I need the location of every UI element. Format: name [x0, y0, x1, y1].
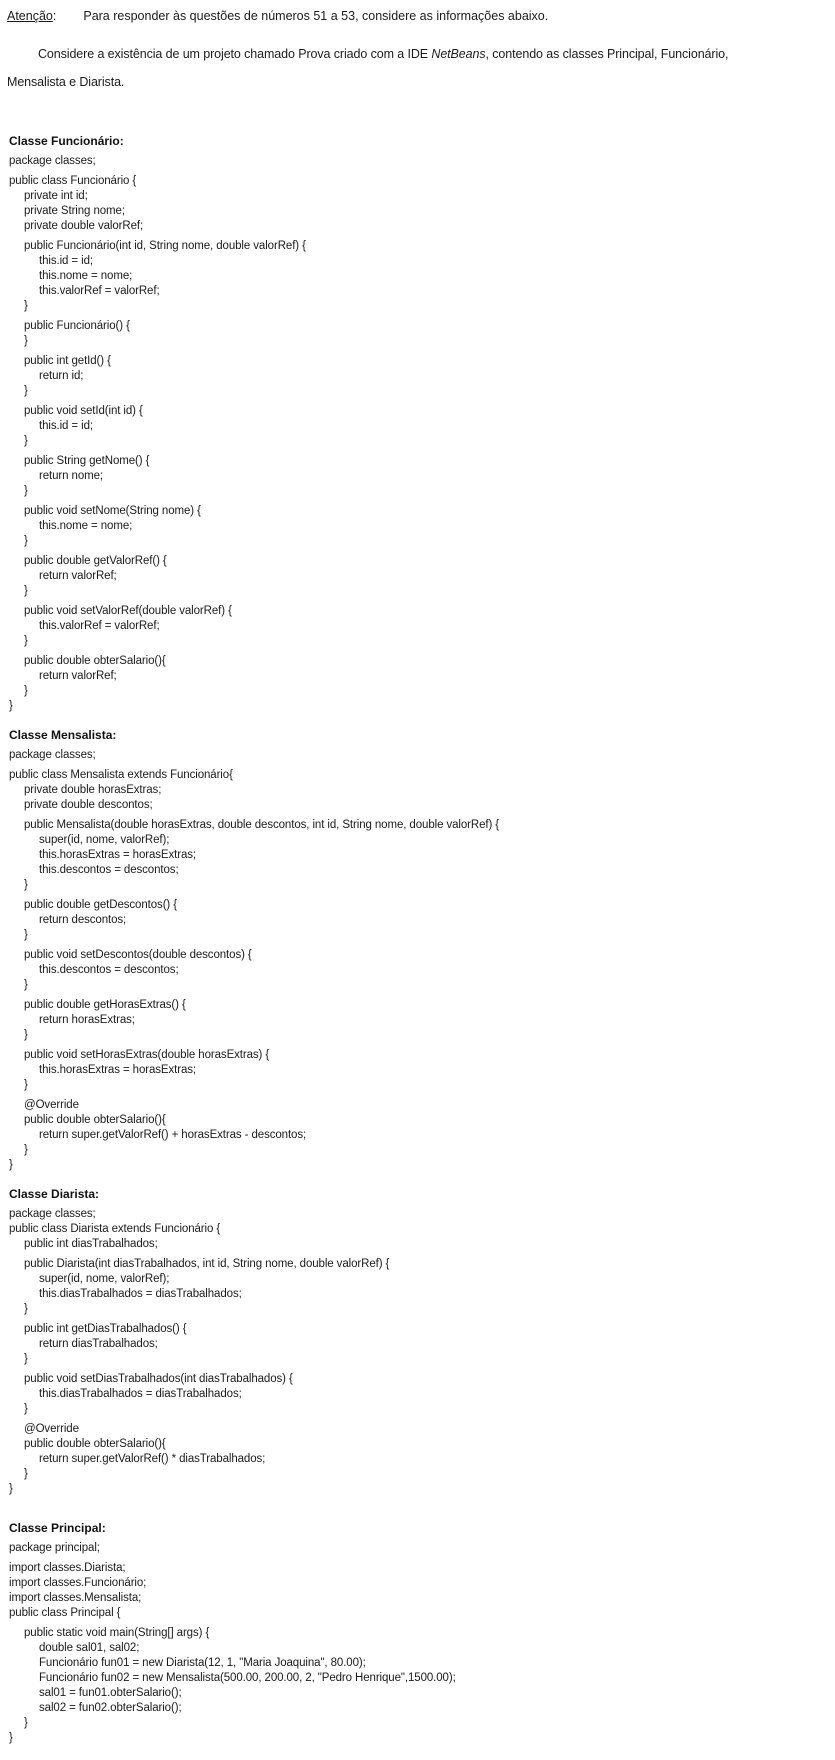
code-line: return super.getValorRef() + horasExtras - descontos; [39, 1129, 307, 1141]
code-line: } [24, 1029, 28, 1041]
code-line: public class Diarista extends Funcionário { [9, 1223, 221, 1235]
code-line: public double obterSalario(){ [24, 1114, 166, 1126]
code-line: public void setDescontos(double descontos) { [24, 949, 252, 961]
code-line: public Funcionário() { [24, 320, 130, 332]
code-line: public void setHorasExtras(double horasExtras) { [24, 1049, 270, 1061]
code-section-funcionario [7, 134, 828, 714]
code-line: return id; [39, 370, 84, 382]
code-line: this.diasTrabalhados = diasTrabalhados; [39, 1288, 242, 1300]
code-line: public int getId() { [24, 355, 111, 367]
code-line: } [24, 1717, 28, 1729]
code-line: super(id, nome, valorRef); [39, 834, 170, 846]
code-section-diarista [7, 1187, 828, 1497]
code-line: Funcionário fun02 = new Mensalista(500.00, 200.00, 2, "Pedro Henrique",1500.00); [39, 1672, 456, 1684]
code-line: } [24, 1353, 28, 1365]
code-line: } [24, 485, 28, 497]
code-line: } [24, 335, 28, 347]
section-heading-diarista: Classe Diarista: [9, 1187, 100, 1201]
code-line: } [24, 1303, 28, 1315]
code-line: public Funcionário(int id, String nome, double valorRef) { [24, 240, 306, 252]
code-line: @Override [24, 1099, 79, 1111]
code-line: public void setId(int id) { [24, 405, 143, 417]
code-section-mensalista [7, 728, 828, 1173]
attention-label: Atenção [7, 9, 53, 23]
code-line: this.valorRef = valorRef; [39, 620, 160, 632]
code-line: this.nome = nome; [39, 270, 133, 282]
intro-text-before-italic: Considere a existência de um projeto chamado Prova criado com a IDE [38, 47, 432, 61]
code-line: } [24, 585, 28, 597]
code-line: return descontos; [39, 914, 127, 926]
attention-colon: : [52, 9, 57, 23]
code-line: } [24, 535, 28, 547]
code-line: this.id = id; [39, 255, 93, 267]
code-line: } [24, 300, 28, 312]
code-line: this.horasExtras = horasExtras; [39, 1064, 197, 1076]
code-line: super(id, nome, valorRef); [39, 1273, 170, 1285]
code-line: public int getDiasTrabalhados() { [24, 1323, 187, 1335]
code-line: this.valorRef = valorRef; [39, 285, 160, 297]
code-line: } [9, 1732, 13, 1744]
code-line: this.nome = nome; [39, 520, 133, 532]
code-line: double sal01, sal02; [39, 1642, 140, 1654]
code-line: import classes.Funcionário; [9, 1577, 147, 1589]
code-line: return diasTrabalhados; [39, 1338, 158, 1350]
code-line: package classes; [9, 1208, 96, 1220]
code-line: public double obterSalario(){ [24, 1438, 166, 1450]
code-line: } [24, 1144, 28, 1156]
code-line: public Diarista(int diasTrabalhados, int id, String nome, double valorRef) { [24, 1258, 390, 1270]
code-line: this.horasExtras = horasExtras; [39, 849, 197, 861]
code-line: public void setValorRef(double valorRef) { [24, 605, 232, 617]
code-line: } [24, 1403, 28, 1415]
code-line: this.diasTrabalhados = diasTrabalhados; [39, 1388, 242, 1400]
attention-line [7, 8, 828, 24]
section-heading-mensalista: Classe Mensalista: [9, 728, 117, 742]
intro-italic-netbeans: NetBeans [431, 47, 486, 61]
code-line: @Override [24, 1423, 79, 1435]
code-line: public void setDiasTrabalhados(int diasTrabalhados) { [24, 1373, 293, 1385]
code-line: import classes.Mensalista; [9, 1592, 142, 1604]
code-line: } [24, 635, 28, 647]
code-line: public class Principal { [9, 1607, 121, 1619]
code-line: } [24, 435, 28, 447]
code-line: } [9, 700, 13, 712]
code-line: public double obterSalario(){ [24, 655, 166, 667]
attention-instruction: Para responder às questões de números 51 a 53, considere as informações abaixo. [83, 9, 549, 23]
code-line: this.id = id; [39, 420, 93, 432]
code-line: return horasExtras; [39, 1014, 135, 1026]
code-line: sal02 = fun02.obterSalario(); [39, 1702, 182, 1714]
code-line: private double valorRef; [24, 220, 144, 232]
code-line: package principal; [9, 1542, 100, 1554]
code-line: return valorRef; [39, 670, 117, 682]
code-line: } [24, 979, 28, 991]
code-line: this.descontos = descontos; [39, 864, 179, 876]
code-line: public class Funcionário { [9, 175, 137, 187]
code-line: public double getHorasExtras() { [24, 999, 186, 1011]
code-line: } [9, 1483, 13, 1495]
code-line: private String nome; [24, 205, 125, 217]
code-line: } [24, 385, 28, 397]
intro-paragraph [7, 40, 828, 96]
code-line: private double horasExtras; [24, 784, 162, 796]
code-line: public double getDescontos() { [24, 899, 177, 911]
code-line: private int id; [24, 190, 88, 202]
intro-text-after-italic: , contendo as classes Principal, Funcionário, [485, 47, 729, 61]
code-line: public class Mensalista extends Funcionário{ [9, 769, 233, 781]
code-line: public static void main(String[] args) { [24, 1627, 210, 1639]
code-line: public void setNome(String nome) { [24, 505, 201, 517]
code-line: } [24, 1468, 28, 1480]
code-line: } [24, 879, 28, 891]
code-line: sal01 = fun01.obterSalario(); [39, 1687, 182, 1699]
code-line: } [24, 929, 28, 941]
code-line: public Mensalista(double horasExtras, double descontos, int id, String nome, double valorRef) { [24, 819, 500, 831]
code-section-principal [7, 1521, 828, 1746]
code-line: import classes.Diarista; [9, 1562, 126, 1574]
code-line: private double descontos; [24, 799, 153, 811]
section-heading-principal: Classe Principal: [9, 1521, 106, 1535]
code-line: return super.getValorRef() * diasTrabalhados; [39, 1453, 266, 1465]
code-line: package classes; [9, 749, 96, 761]
code-line: public int diasTrabalhados; [24, 1238, 158, 1250]
code-line: } [9, 1159, 13, 1171]
code-line: Funcionário fun01 = new Diarista(12, 1, "Maria Joaquina", 80.00); [39, 1657, 366, 1669]
intro-line2: Mensalista e Diarista. [7, 75, 125, 89]
code-line: package classes; [9, 155, 96, 167]
code-line: return valorRef; [39, 570, 117, 582]
code-line: return nome; [39, 470, 103, 482]
section-heading-funcionario: Classe Funcionário: [9, 134, 124, 148]
code-line: this.descontos = descontos; [39, 964, 179, 976]
code-line: public double getValorRef() { [24, 555, 167, 567]
code-line: } [24, 1079, 28, 1091]
code-sections-container [7, 134, 828, 1746]
code-line: public String getNome() { [24, 455, 150, 467]
code-line: } [24, 685, 28, 697]
